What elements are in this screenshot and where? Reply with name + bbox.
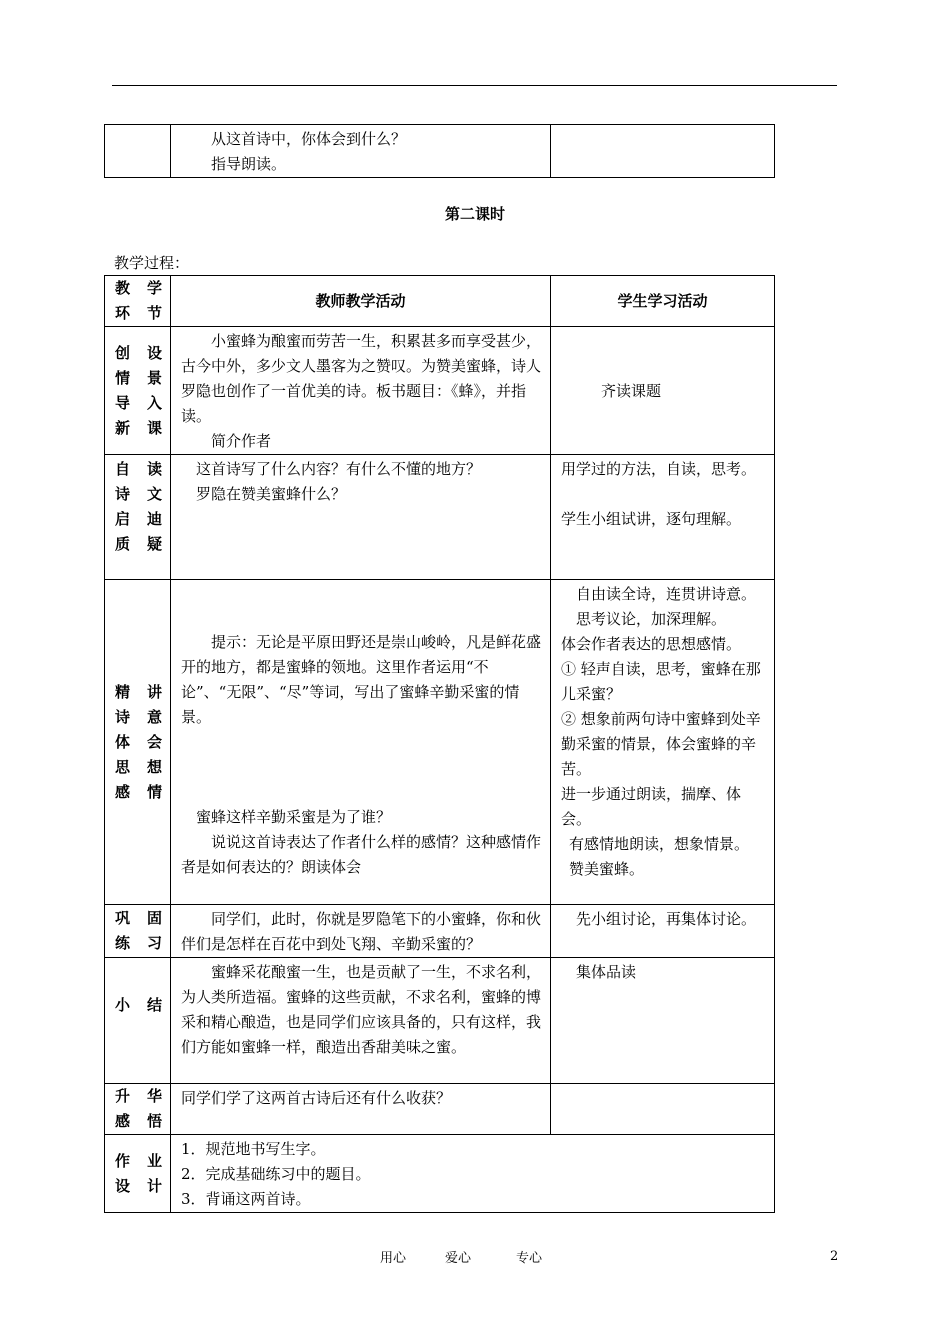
- student-cell: [551, 1084, 775, 1135]
- student-text: 进一步通过朗读，揣摩、体会。: [561, 785, 742, 828]
- table-row: [105, 958, 775, 1084]
- section-title: 第二课时: [444, 205, 505, 223]
- teacher-cell: [171, 958, 551, 1084]
- stage-label: 教 学: [115, 279, 162, 297]
- stage-label: 情 景: [115, 368, 162, 387]
- teacher-cell: [171, 905, 551, 958]
- stage-cell: [105, 580, 171, 905]
- stage-label: 新 课: [115, 418, 162, 437]
- student-text: 集体品读: [576, 963, 637, 981]
- homework-item: 2．完成基础练习中的题目。: [181, 1165, 371, 1183]
- stage-label: 诗 文: [115, 485, 162, 503]
- stage-label: 感 悟: [115, 1112, 162, 1130]
- footer-item: 专心: [516, 1251, 543, 1266]
- stage-cell: [105, 1135, 171, 1213]
- stage-label: 思 想: [115, 757, 162, 776]
- student-text: 自由读全诗，连贯讲诗意。: [576, 585, 757, 603]
- stage-cell: [105, 327, 171, 455]
- stage-cell: [105, 1084, 171, 1135]
- teacher-text: 蜜蜂采花酿蜜一生，也是贡献了一生，不求名利，为人类所造福。蜜蜂的这些贡献，不求名利，蜜蜂的博采和精心酿造，也是同学们应该具备的，只有这样，我们方能如蜜蜂一样，酿造出香甜美味之蜜。: [181, 963, 542, 1056]
- table-row: [105, 580, 775, 905]
- stage-cell: [105, 455, 171, 580]
- stage-cell: [105, 958, 171, 1084]
- header-rule: [112, 85, 837, 86]
- prev-line: 指导朗读。: [211, 155, 287, 173]
- stage-label: 创 设: [115, 343, 162, 362]
- student-text: ① 轻声自读，思考，蜜蜂在那儿采蜜？: [561, 660, 761, 703]
- teacher-text: 这首诗写了什么内容？有什么不懂的地方？: [196, 460, 482, 478]
- teacher-text: 蜜蜂这样辛勤采蜜是为了谁？: [196, 808, 392, 826]
- prev-stage-cell: [105, 125, 171, 178]
- teacher-text: 同学们学了这两首古诗后还有什么收获？: [181, 1089, 452, 1107]
- stage-label: 自 读: [115, 460, 162, 478]
- header-stage-cell: [105, 276, 171, 327]
- table-row: [105, 455, 775, 580]
- stage-label: 升 华: [115, 1087, 162, 1105]
- teacher-cell: [171, 580, 551, 905]
- stage-label: 作 业: [115, 1151, 162, 1170]
- stage-label: 体 会: [115, 732, 162, 751]
- footer-item: 用心: [380, 1251, 407, 1266]
- page-number: 2: [830, 1249, 839, 1264]
- lesson-table: [104, 275, 775, 1213]
- stage-label: 导 入: [115, 393, 162, 412]
- header-teacher: 教师教学活动: [171, 276, 551, 327]
- teacher-text: 同学们，此时，你就是罗隐笔下的小蜜蜂，你和伙伴们是怎样在百花中到处飞翔、辛勤采蜜的？: [181, 910, 542, 953]
- student-cell: [551, 455, 775, 580]
- homework-cell: [171, 1135, 775, 1213]
- header-student: 学生学习活动: [551, 276, 775, 327]
- prev-teacher-cell: [171, 125, 551, 178]
- teacher-text: 罗隐在赞美蜜蜂什么？: [196, 485, 347, 503]
- teacher-cell: [171, 1084, 551, 1135]
- teacher-text: 提示：无论是平原田野还是崇山峻岭，凡是鲜花盛开的地方，都是蜜蜂的领地。这里作者运用“不论”、“无限”、“尽”等词，写出了蜜蜂辛勤采蜜的情景。: [181, 633, 542, 726]
- stage-label: 小 结: [115, 996, 162, 1014]
- teacher-text: 简介作者: [211, 432, 272, 450]
- prev-line: 从这首诗中，你体会到什么？: [211, 130, 407, 148]
- teacher-text: 小蜜蜂为酿蜜而劳苦一生，积累甚多而享受甚少，古今中外，多少文人墨客为之赞叹。为赞美蜜蜂，诗人罗隐也创作了一首优美的诗。板书题目：《蜂》，并指读。: [181, 332, 542, 425]
- stage-label: 设 计: [115, 1176, 162, 1195]
- stage-label: 感 情: [115, 782, 162, 801]
- student-cell: [551, 958, 775, 1084]
- teacher-cell: [171, 455, 551, 580]
- homework-item: 3．背诵这两首诗。: [181, 1190, 311, 1208]
- student-text: 思考议论，加深理解。: [576, 610, 727, 628]
- prev-student-cell: [551, 125, 775, 178]
- process-label: 教学过程：: [114, 254, 190, 272]
- stage-label: 诗 意: [115, 707, 162, 726]
- table-row: [105, 327, 775, 455]
- teacher-cell: [171, 327, 551, 455]
- stage-label: 精 讲: [115, 682, 162, 701]
- student-text: ② 想象前两句诗中蜜蜂到处辛勤采蜜的情景，体会蜜蜂的辛苦。: [561, 710, 761, 778]
- student-text: 有感情地朗读，想象情景。: [569, 835, 750, 853]
- teacher-text: 说说这首诗表达了作者什么样的感情？这种感情作者是如何表达的？朗读体会: [181, 833, 542, 876]
- student-cell: [551, 905, 775, 958]
- table-header-row: [105, 276, 775, 327]
- student-text: 学生小组试讲，逐句理解。: [561, 510, 742, 528]
- table-row: [105, 1135, 775, 1213]
- student-text: 赞美蜜蜂。: [569, 860, 645, 878]
- stage-label: 环 节: [115, 304, 162, 322]
- stage-label: 启 迪: [115, 510, 162, 528]
- student-text: 先小组讨论，再集体讨论。: [576, 910, 757, 928]
- stage-cell: [105, 905, 171, 958]
- stage-label: 质 疑: [115, 535, 162, 553]
- student-text: 用学过的方法，自读，思考。: [561, 460, 757, 478]
- stage-label: 练 习: [115, 934, 162, 952]
- previous-lesson-table: [104, 124, 775, 178]
- table-row: [105, 1084, 775, 1135]
- student-text: 体会作者表达的思想感情。: [561, 635, 742, 653]
- student-text: 齐读课题: [601, 382, 662, 400]
- footer-item: 爱心: [445, 1251, 472, 1266]
- table-row: [105, 905, 775, 958]
- homework-item: 1．规范地书写生字。: [181, 1140, 326, 1158]
- stage-label: 巩 固: [115, 909, 162, 927]
- student-cell: [551, 327, 775, 455]
- student-cell: [551, 580, 775, 905]
